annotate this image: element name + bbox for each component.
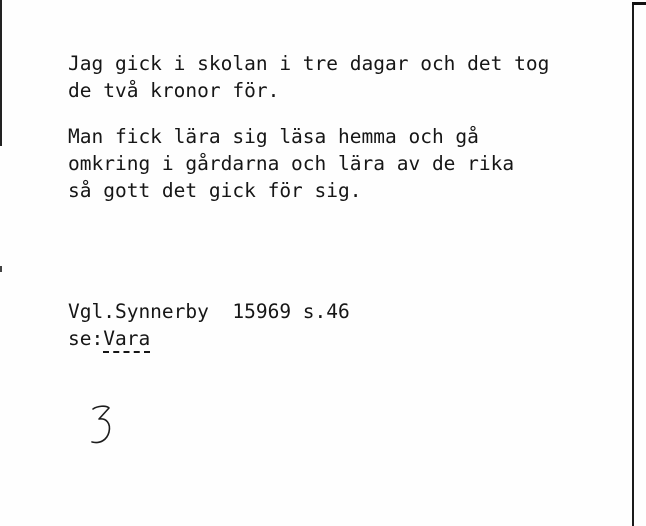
paragraph-school: Jag gick i skolan i tre dagar och det tog de två kronor för.	[68, 52, 550, 102]
cross-reference-prefix: se:	[68, 327, 104, 350]
card-left-edge	[0, 0, 2, 146]
card-corner-mark	[632, 2, 646, 5]
cross-reference-link[interactable]: Vara	[103, 327, 150, 353]
cross-reference	[68, 325, 150, 352]
paragraph-learning: Man fick lära sig läsa hemma och gå omkring i gårdarna och lära av de rika så gott det gick för sig.	[68, 125, 515, 202]
source-reference: Vgl.Synnerby 15969 s.46	[68, 300, 350, 323]
card-right-edge	[632, 4, 634, 526]
card-left-tick	[0, 266, 2, 272]
handwritten-page-number	[86, 402, 116, 452]
